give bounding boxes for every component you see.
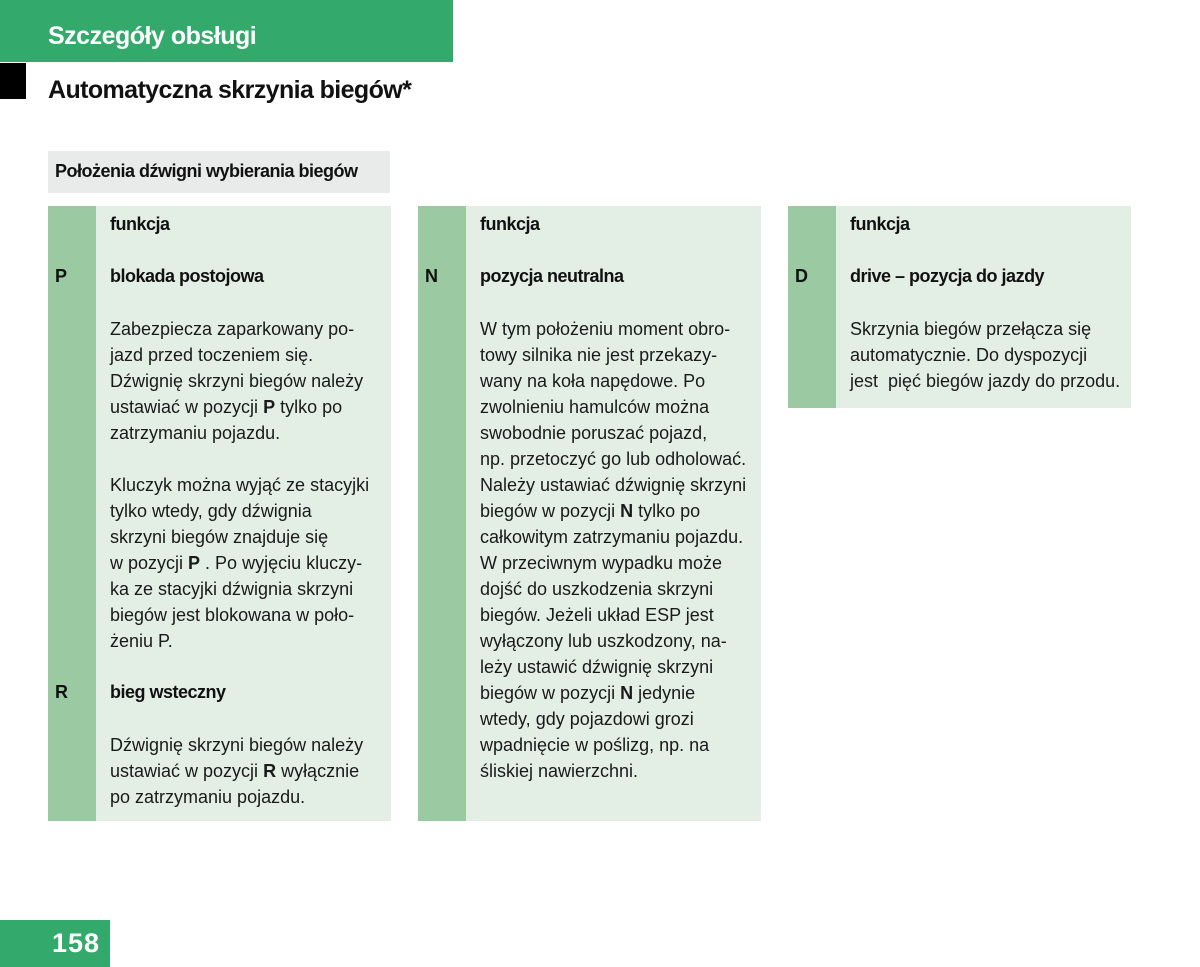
page-number-box	[0, 920, 110, 967]
page-title: Automatyczna skrzynia biegów*	[48, 76, 412, 104]
column-heading: funkcja	[110, 214, 170, 234]
key-strip	[788, 206, 836, 408]
subheading-box	[48, 151, 390, 193]
gear-label-d: drive – pozycja do jazdy	[850, 266, 1045, 286]
gear-label-p: blokada postojowa	[110, 266, 264, 286]
gear-r-description: Dźwignię skrzyni biegów należy ustawiać w pozycji R wyłącznie po zatrzymaniu pojazdu.	[110, 735, 364, 807]
gear-key-r: R	[55, 682, 68, 702]
gear-key-n: N	[425, 266, 438, 286]
page-number: 158	[52, 928, 101, 958]
subheading: Położenia dźwigni wybierania biegów	[55, 161, 358, 181]
gear-p-key-note: Kluczyk można wyjąć ze stacyjki tylko wtedy, gdy dźwignia skrzyni biegów znajduje się w pozycji P . Po wyjęciu kluczy- ka ze stacyjki dźwignia skrzyni biegów jest blokowana w poło- żeniu P.	[110, 475, 370, 651]
gear-d-description: Skrzynia biegów przełącza się automatycznie. Do dyspozycji jest pięć biegów jazdy do przodu.	[850, 319, 1121, 391]
gear-n-description: W tym położeniu moment obro- towy silnika nie jest przekazy- wany na koła napędowe. Po zwolnieniu hamulców można swobodnie poruszać pojazd, np. przetoczyć go lub odholować. Należy ustawiać dźwignię skrzyni biegów w pozycji N tylko po całkowitym zatrzymaniu pojazdu. W przeciwnym wypadku może dojść do uszkodzenia skrzyni biegów. Jeżeli układ ESP jest wyłączony lub uszkodzony, na- leży ustawić dźwignię skrzyni biegów w pozycji N jedynie wtedy, gdy pojazdowi grozi wpadnięcie w poślizg, np. na śliskiej nawierzchni.	[480, 319, 747, 781]
column-heading: funkcja	[850, 214, 910, 234]
gear-key-p: P	[55, 266, 68, 286]
section-title: Szczegóły obsługi	[48, 22, 257, 50]
key-strip	[418, 206, 466, 821]
gear-table-column-2	[418, 206, 761, 821]
gear-p-description: Zabezpiecza zaparkowany po- jazd przed toczeniem się. Dźwignię skrzyni biegów należy ustawiać w pozycji P tylko po zatrzymaniu pojazdu.	[110, 319, 364, 443]
key-strip	[48, 206, 96, 821]
chapter-marker	[0, 63, 26, 99]
gear-label-r: bieg wsteczny	[110, 682, 226, 702]
gear-table-column-1	[48, 206, 391, 821]
gear-table-column-3	[788, 206, 1131, 408]
gear-label-n: pozycja neutralna	[480, 266, 624, 286]
gear-key-d: D	[795, 266, 808, 286]
column-heading: funkcja	[480, 214, 540, 234]
